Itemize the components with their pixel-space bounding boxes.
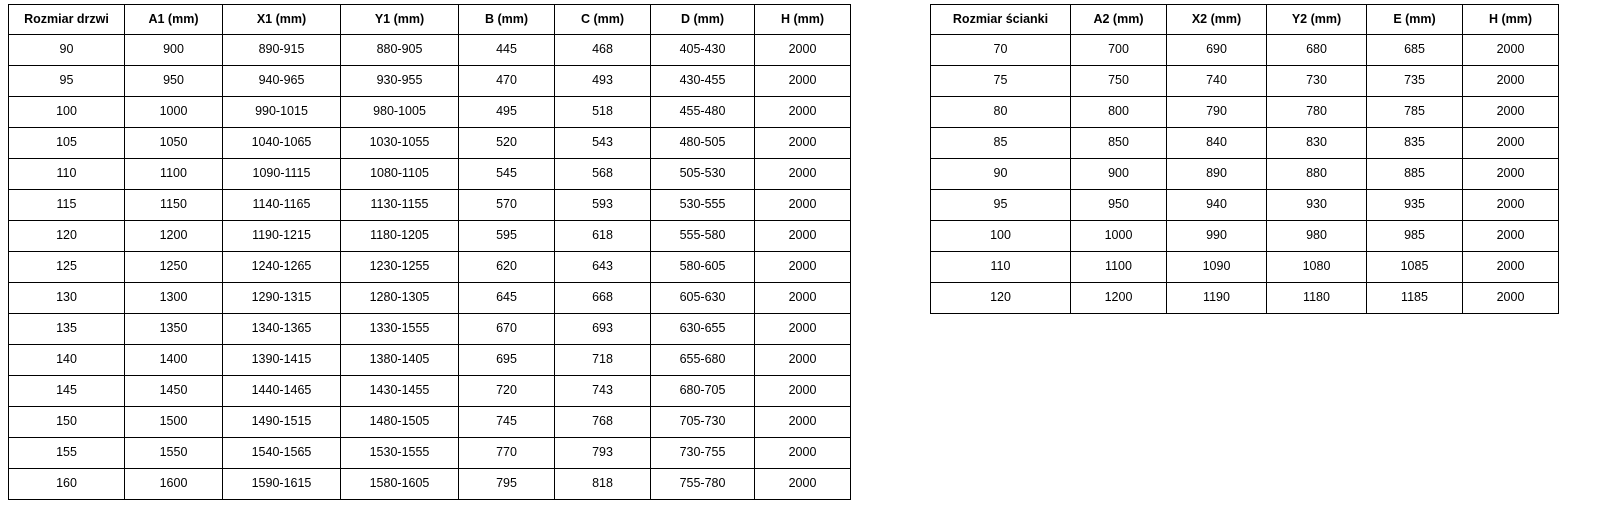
table-cell: 2000 [1463, 35, 1559, 66]
table-cell: 670 [459, 314, 555, 345]
table-cell: 125 [9, 252, 125, 283]
table-cell: 455-480 [651, 97, 755, 128]
table-cell: 1480-1505 [341, 407, 459, 438]
table-row [9, 66, 851, 97]
table-cell: 743 [555, 376, 651, 407]
table-cell: 1180 [1267, 283, 1367, 314]
table-cell: 1100 [1071, 252, 1167, 283]
table-cell: 890 [1167, 159, 1267, 190]
table-cell: 1300 [125, 283, 223, 314]
table-cell: 780 [1267, 97, 1367, 128]
table-cell: 1200 [1071, 283, 1167, 314]
table-row [931, 128, 1559, 159]
table-row [9, 190, 851, 221]
table-cell: 1030-1055 [341, 128, 459, 159]
table-cell: 120 [931, 283, 1071, 314]
table-cell: 90 [9, 35, 125, 66]
table-cell: 930 [1267, 190, 1367, 221]
table-cell: 718 [555, 345, 651, 376]
doors-dimensions-table [8, 4, 851, 500]
table-cell: 750 [1071, 66, 1167, 97]
table-cell: 1150 [125, 190, 223, 221]
table-cell: 1190 [1167, 283, 1267, 314]
table-cell: 1090 [1167, 252, 1267, 283]
column-header: A1 (mm) [125, 5, 223, 35]
table-cell: 793 [555, 438, 651, 469]
table-cell: 430-455 [651, 66, 755, 97]
table-cell: 2000 [1463, 66, 1559, 97]
table-cell: 1590-1615 [223, 469, 341, 500]
table-cell: 555-580 [651, 221, 755, 252]
table-cell: 730-755 [651, 438, 755, 469]
table-cell: 668 [555, 283, 651, 314]
table-row [931, 252, 1559, 283]
table-cell: 850 [1071, 128, 1167, 159]
table-cell: 745 [459, 407, 555, 438]
table-cell: 110 [931, 252, 1071, 283]
table-row [9, 159, 851, 190]
column-header: H (mm) [1463, 5, 1559, 35]
table-cell: 690 [1167, 35, 1267, 66]
table-cell: 505-530 [651, 159, 755, 190]
table-cell: 2000 [755, 469, 851, 500]
table-cell: 90 [931, 159, 1071, 190]
table-cell: 95 [931, 190, 1071, 221]
table-cell: 1250 [125, 252, 223, 283]
column-header: Rozmiar ścianki [931, 5, 1071, 35]
table-cell: 1100 [125, 159, 223, 190]
table-cell: 730 [1267, 66, 1367, 97]
table-cell: 630-655 [651, 314, 755, 345]
table-cell: 155 [9, 438, 125, 469]
table-cell: 445 [459, 35, 555, 66]
table-cell: 605-630 [651, 283, 755, 314]
table-cell: 2000 [755, 221, 851, 252]
column-header: H (mm) [755, 5, 851, 35]
walls-dimensions-table [930, 4, 1559, 314]
table-cell: 70 [931, 35, 1071, 66]
table-cell: 520 [459, 128, 555, 159]
table-cell: 1500 [125, 407, 223, 438]
table-cell: 885 [1367, 159, 1463, 190]
table-cell: 1450 [125, 376, 223, 407]
table-cell: 2000 [1463, 252, 1559, 283]
table-cell: 835 [1367, 128, 1463, 159]
table-cell: 900 [125, 35, 223, 66]
table-cell: 2000 [755, 128, 851, 159]
table-cell: 160 [9, 469, 125, 500]
table-cell: 130 [9, 283, 125, 314]
column-header: D (mm) [651, 5, 755, 35]
table-cell: 150 [9, 407, 125, 438]
table-cell: 2000 [1463, 128, 1559, 159]
table-cell: 818 [555, 469, 651, 500]
table-cell: 900 [1071, 159, 1167, 190]
table-cell: 890-915 [223, 35, 341, 66]
table-cell: 1185 [1367, 283, 1463, 314]
table-cell: 990-1015 [223, 97, 341, 128]
table-cell: 593 [555, 190, 651, 221]
table-cell: 880 [1267, 159, 1367, 190]
table-cell: 785 [1367, 97, 1463, 128]
column-header: E (mm) [1367, 5, 1463, 35]
table-cell: 1040-1065 [223, 128, 341, 159]
table-row [9, 283, 851, 314]
table-cell: 1380-1405 [341, 345, 459, 376]
table-cell: 545 [459, 159, 555, 190]
table-cell: 1490-1515 [223, 407, 341, 438]
table-cell: 145 [9, 376, 125, 407]
table-cell: 768 [555, 407, 651, 438]
table-cell: 655-680 [651, 345, 755, 376]
table-cell: 740 [1167, 66, 1267, 97]
table-cell: 940 [1167, 190, 1267, 221]
table-cell: 1000 [1071, 221, 1167, 252]
table-cell: 1390-1415 [223, 345, 341, 376]
table-cell: 480-505 [651, 128, 755, 159]
column-header: X1 (mm) [223, 5, 341, 35]
table-cell: 2000 [755, 159, 851, 190]
column-header: B (mm) [459, 5, 555, 35]
table-cell: 1280-1305 [341, 283, 459, 314]
table-cell: 1350 [125, 314, 223, 345]
table-cell: 2000 [755, 345, 851, 376]
table-cell: 468 [555, 35, 651, 66]
table-cell: 1540-1565 [223, 438, 341, 469]
table-cell: 980-1005 [341, 97, 459, 128]
table-row [9, 221, 851, 252]
table-cell: 595 [459, 221, 555, 252]
table-cell: 800 [1071, 97, 1167, 128]
table-cell: 643 [555, 252, 651, 283]
table-cell: 705-730 [651, 407, 755, 438]
table-cell: 470 [459, 66, 555, 97]
table-cell: 830 [1267, 128, 1367, 159]
table-cell: 755-780 [651, 469, 755, 500]
table-cell: 85 [931, 128, 1071, 159]
table-cell: 990 [1167, 221, 1267, 252]
table-cell: 493 [555, 66, 651, 97]
table-cell: 1080-1105 [341, 159, 459, 190]
table-cell: 95 [9, 66, 125, 97]
table-cell: 770 [459, 438, 555, 469]
table-cell: 720 [459, 376, 555, 407]
table-cell: 2000 [1463, 283, 1559, 314]
table-cell: 680 [1267, 35, 1367, 66]
table-cell: 2000 [755, 407, 851, 438]
table-cell: 790 [1167, 97, 1267, 128]
table-cell: 2000 [755, 376, 851, 407]
table-cell: 1330-1555 [341, 314, 459, 345]
table-cell: 543 [555, 128, 651, 159]
column-header: A2 (mm) [1071, 5, 1167, 35]
table-row [9, 97, 851, 128]
table-cell: 100 [931, 221, 1071, 252]
table-cell: 2000 [755, 283, 851, 314]
table-cell: 1180-1205 [341, 221, 459, 252]
table-cell: 620 [459, 252, 555, 283]
column-header: C (mm) [555, 5, 651, 35]
table-cell: 1340-1365 [223, 314, 341, 345]
table-row [9, 252, 851, 283]
column-header: X2 (mm) [1167, 5, 1267, 35]
table-cell: 1130-1155 [341, 190, 459, 221]
table-row [9, 345, 851, 376]
table-cell: 1085 [1367, 252, 1463, 283]
table-cell: 2000 [755, 438, 851, 469]
table-cell: 1600 [125, 469, 223, 500]
table-cell: 1530-1555 [341, 438, 459, 469]
table-cell: 618 [555, 221, 651, 252]
table-cell: 105 [9, 128, 125, 159]
table-cell: 1090-1115 [223, 159, 341, 190]
table-row [931, 35, 1559, 66]
table-cell: 1240-1265 [223, 252, 341, 283]
table-cell: 80 [931, 97, 1071, 128]
table-cell: 405-430 [651, 35, 755, 66]
table-row [931, 221, 1559, 252]
table-cell: 115 [9, 190, 125, 221]
table-cell: 700 [1071, 35, 1167, 66]
table-cell: 1430-1455 [341, 376, 459, 407]
walls-dimensions-table-container [930, 4, 1559, 314]
table-row [931, 190, 1559, 221]
table-cell: 518 [555, 97, 651, 128]
table-cell: 680-705 [651, 376, 755, 407]
table-row [9, 314, 851, 345]
table-cell: 570 [459, 190, 555, 221]
table-cell: 2000 [755, 314, 851, 345]
table-header-row [9, 5, 851, 35]
table-cell: 840 [1167, 128, 1267, 159]
table-cell: 2000 [755, 35, 851, 66]
table-cell: 75 [931, 66, 1071, 97]
table-row [9, 407, 851, 438]
table-cell: 735 [1367, 66, 1463, 97]
table-row [931, 159, 1559, 190]
table-cell: 2000 [1463, 190, 1559, 221]
table-cell: 1200 [125, 221, 223, 252]
table-cell: 100 [9, 97, 125, 128]
table-cell: 1080 [1267, 252, 1367, 283]
table-cell: 685 [1367, 35, 1463, 66]
column-header: Y2 (mm) [1267, 5, 1367, 35]
table-cell: 930-955 [341, 66, 459, 97]
table-cell: 880-905 [341, 35, 459, 66]
table-cell: 120 [9, 221, 125, 252]
table-cell: 495 [459, 97, 555, 128]
doors-dimensions-table-container [8, 4, 851, 500]
table-row [9, 35, 851, 66]
table-cell: 695 [459, 345, 555, 376]
table-cell: 795 [459, 469, 555, 500]
table-cell: 1440-1465 [223, 376, 341, 407]
table-cell: 1230-1255 [341, 252, 459, 283]
column-header: Y1 (mm) [341, 5, 459, 35]
table-cell: 580-605 [651, 252, 755, 283]
table-cell: 645 [459, 283, 555, 314]
table-cell: 1550 [125, 438, 223, 469]
table-header-row [931, 5, 1559, 35]
table-cell: 110 [9, 159, 125, 190]
table-row [9, 438, 851, 469]
table-cell: 1290-1315 [223, 283, 341, 314]
table-row [931, 283, 1559, 314]
table-row [9, 128, 851, 159]
table-cell: 2000 [755, 252, 851, 283]
table-row [931, 97, 1559, 128]
column-header: Rozmiar drzwi [9, 5, 125, 35]
table-row [9, 376, 851, 407]
table-cell: 2000 [755, 66, 851, 97]
table-cell: 693 [555, 314, 651, 345]
table-cell: 1400 [125, 345, 223, 376]
table-cell: 950 [1071, 190, 1167, 221]
table-cell: 935 [1367, 190, 1463, 221]
table-cell: 940-965 [223, 66, 341, 97]
table-cell: 2000 [1463, 159, 1559, 190]
table-cell: 2000 [1463, 221, 1559, 252]
table-cell: 985 [1367, 221, 1463, 252]
table-cell: 1580-1605 [341, 469, 459, 500]
table-cell: 2000 [755, 97, 851, 128]
table-cell: 2000 [755, 190, 851, 221]
table-cell: 1050 [125, 128, 223, 159]
table-cell: 530-555 [651, 190, 755, 221]
table-cell: 980 [1267, 221, 1367, 252]
table-cell: 2000 [1463, 97, 1559, 128]
table-row [931, 66, 1559, 97]
table-cell: 1000 [125, 97, 223, 128]
table-cell: 950 [125, 66, 223, 97]
table-cell: 1190-1215 [223, 221, 341, 252]
table-cell: 135 [9, 314, 125, 345]
table-cell: 568 [555, 159, 651, 190]
table-cell: 1140-1165 [223, 190, 341, 221]
table-cell: 140 [9, 345, 125, 376]
table-row [9, 469, 851, 500]
